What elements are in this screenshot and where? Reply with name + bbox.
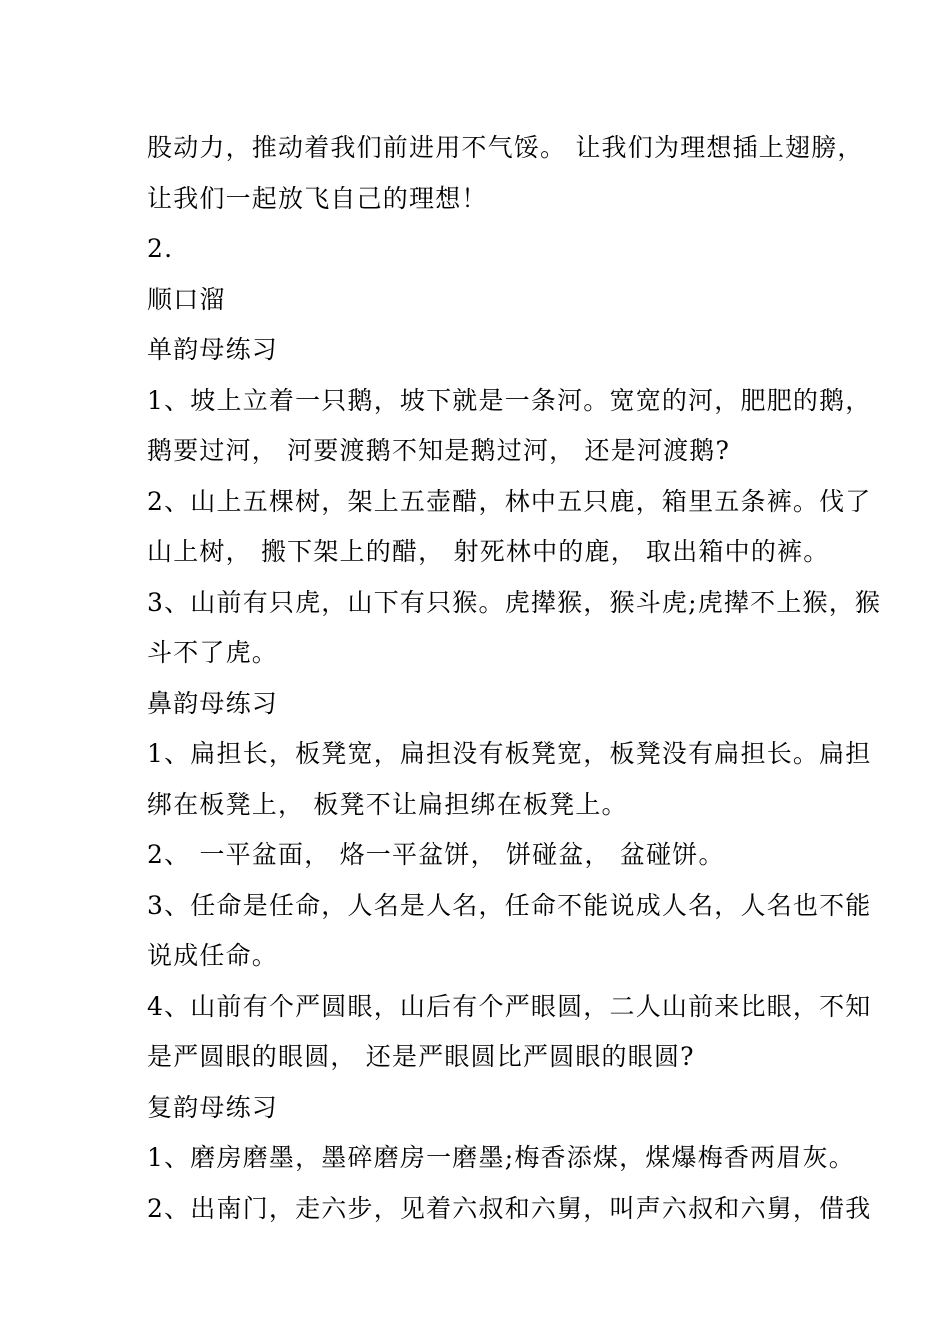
paragraph-line: 2、山上五棵树，架上五壶醋，林中五只鹿，箱里五条裤。伐了 [147, 486, 872, 516]
document-body [147, 123, 882, 1234]
subsection-heading: 单韵母练习 [147, 335, 279, 364]
paragraph-line: 让我们一起放飞自己的理想！ [147, 183, 488, 213]
section-title: 顺口溜 [147, 284, 226, 314]
paragraph-line: 1、扁担长，板凳宽，扁担没有板凳宽，板凳没有扁担长。扁担 [147, 739, 872, 768]
paragraph-line: 斗不了虎。 [147, 638, 279, 667]
subsection-heading: 复韵母练习 [147, 1092, 279, 1122]
paragraph-line: 股动力，推动着我们前进用不气馁。 让我们为理想插上翅膀， [147, 133, 864, 162]
paragraph-line: 说成任命。 [147, 941, 279, 970]
paragraph-line: 4、山前有个严圆眼，山后有个严眼圆，二人山前来比眼，不知 [147, 991, 872, 1021]
subsection-heading: 鼻韵母练习 [147, 688, 279, 718]
paragraph-line: 1、磨房磨墨，墨碎磨房一磨墨;梅香添煤，煤爆梅香两眉灰。 [147, 1143, 855, 1172]
paragraph-line: 鹅要过河， 河要渡鹅不知是鹅过河， 还是河渡鹅? [147, 436, 731, 465]
paragraph-line: 2、出南门，走六步，见着六叔和六舅，叫声六叔和六舅，借我 [147, 1193, 872, 1223]
section-number: 2. [147, 234, 174, 263]
paragraph-line: 3、任命是任命，人名是人名，任命不能说成人名，人名也不能 [147, 890, 872, 920]
paragraph-line: 山上树， 搬下架上的醋， 射死林中的鹿， 取出箱中的裤。 [147, 537, 830, 566]
paragraph-line: 2、 一平盆面， 烙一平盆饼， 饼碰盆， 盆碰饼。 [147, 840, 725, 869]
paragraph-line: 是严圆眼的眼圆， 还是严眼圆比严圆眼的眼圆? [147, 1042, 695, 1071]
paragraph-line: 绑在板凳上， 板凳不让扁担绑在板凳上。 [147, 789, 628, 819]
paragraph-line: 3、山前有只虎，山下有只猴。虎撵猴，猴斗虎;虎撵不上猴，猴 [147, 587, 882, 617]
paragraph-line: 1、坡上立着一只鹅，坡下就是一条河。宽宽的河，肥肥的鹅， [147, 385, 872, 415]
